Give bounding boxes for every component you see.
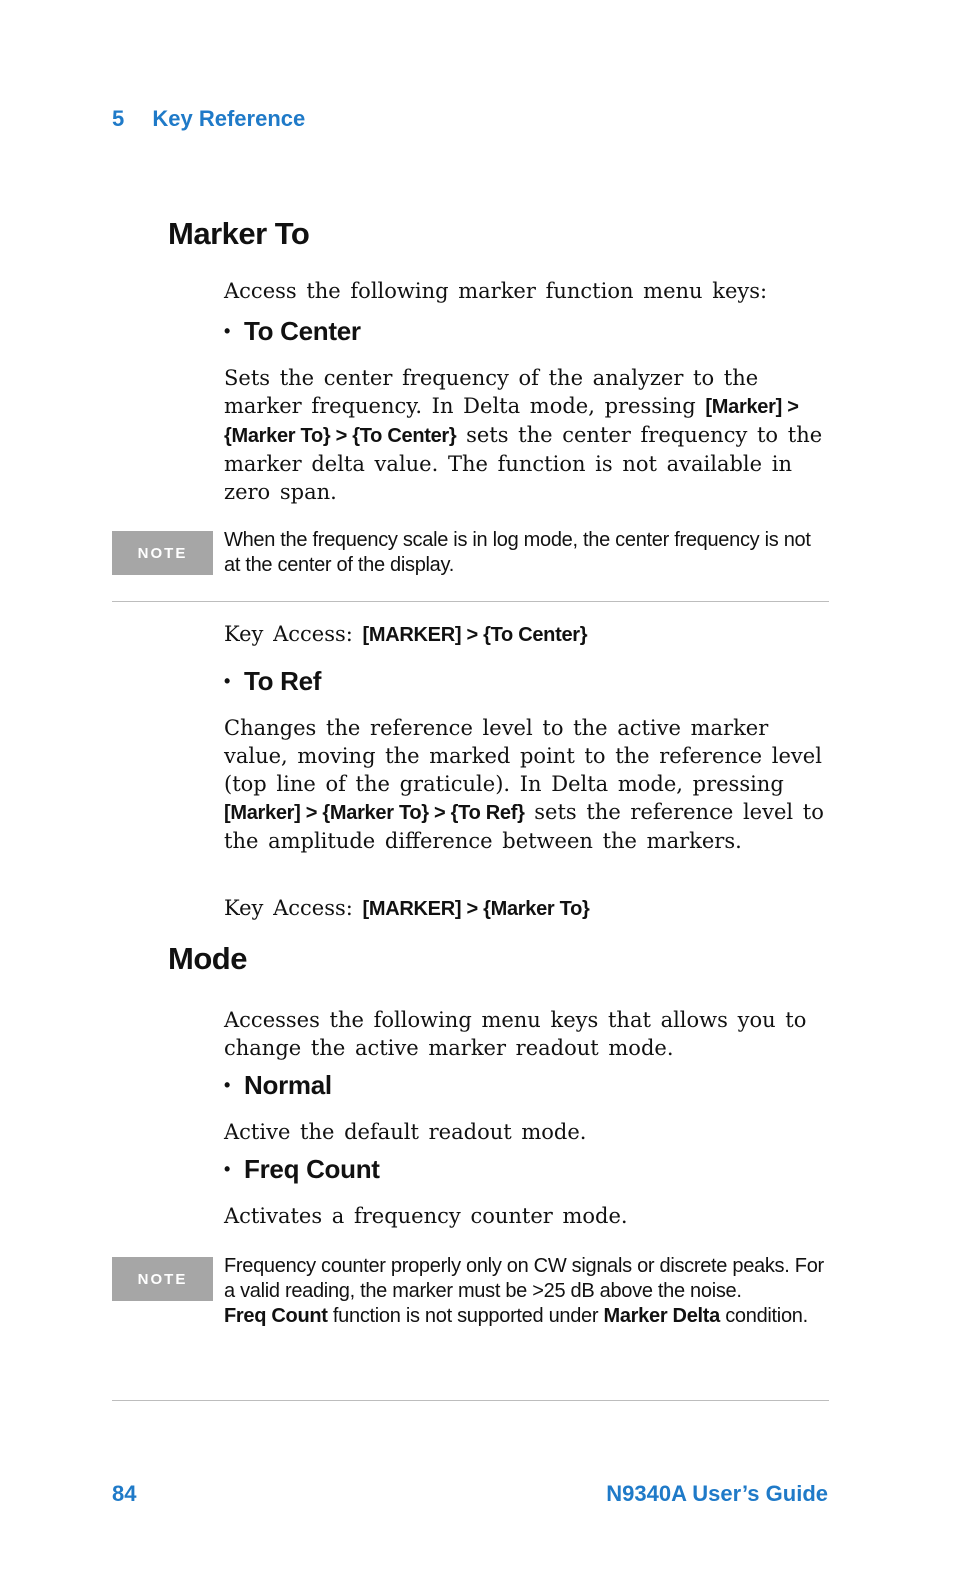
key-sequence: [Marker] > {Marker To} > {To Center}: [224, 396, 799, 447]
bullet-icon: •: [224, 321, 231, 341]
note-text: Frequency counter properly only on CW signals or discrete peaks. For a valid reading, the marker must be >25 dB above the noise. Freq Count function is not supported under Marker Delta condition.: [224, 1255, 824, 1327]
guide-title: N9340A User’s Guide: [606, 1481, 828, 1506]
chapter-number: 5: [112, 106, 125, 131]
note-badge: NOTE: [112, 531, 213, 575]
note-divider: [112, 601, 829, 602]
bullet-freq-count: [224, 1154, 380, 1185]
normal-description: Active the default readout mode.: [224, 1120, 587, 1144]
key-sequence: [MARKER] > {Marker To}: [362, 898, 590, 920]
running-header: [112, 106, 305, 132]
bullet-heading: To Center: [244, 316, 361, 346]
bullet-to-center: [224, 316, 361, 347]
chapter-title: Key Reference: [152, 106, 306, 131]
note-badge: NOTE: [112, 1257, 213, 1301]
key-sequence: [Marker] > {Marker To} > {To Ref}: [224, 802, 525, 824]
bullet-to-ref: [224, 666, 321, 697]
section-title-marker-to: Marker To: [168, 216, 310, 251]
bullet-icon: •: [224, 1159, 231, 1179]
freq-count-description: Activates a frequency counter mode.: [224, 1204, 628, 1228]
key-sequence: [MARKER] > {To Center}: [362, 624, 588, 646]
to-ref-description: Changes the reference level to the active marker value, moving the marked point to the reference level (top line of the graticule). In Delta mode, pressing [Marker] > {Marker To} > {To Ref} sets the reference level to the amplitude difference between the markers.: [224, 716, 824, 853]
bullet-icon: •: [224, 671, 231, 691]
bullet-heading: Freq Count: [244, 1154, 380, 1184]
to-center-description: Sets the center frequency of the analyzer to the marker frequency. In Delta mode, pressing [Marker] > {Marker To} > {To Center} sets the center frequency to the marker delta value. The function is not available in zero span.: [224, 366, 823, 504]
page-number: 84: [112, 1481, 137, 1506]
bullet-heading: To Ref: [244, 666, 322, 696]
to-center-key-access: Key Access: [MARKER] > {To Center}: [224, 622, 588, 646]
bullet-normal: [224, 1070, 332, 1101]
marker-to-intro: Access the following marker function menu keys:: [224, 279, 768, 303]
mode-intro: Accesses the following menu keys that allows you to change the active marker readout mode.: [224, 1008, 807, 1060]
bullet-heading: Normal: [244, 1070, 332, 1100]
to-ref-key-access: Key Access: [MARKER] > {Marker To}: [224, 896, 590, 920]
section-title-mode: Mode: [168, 941, 247, 976]
bullet-icon: •: [224, 1075, 231, 1095]
note-text: When the frequency scale is in log mode, the center frequency is not at the center of the display.: [224, 529, 811, 576]
note-divider: [112, 1400, 829, 1401]
